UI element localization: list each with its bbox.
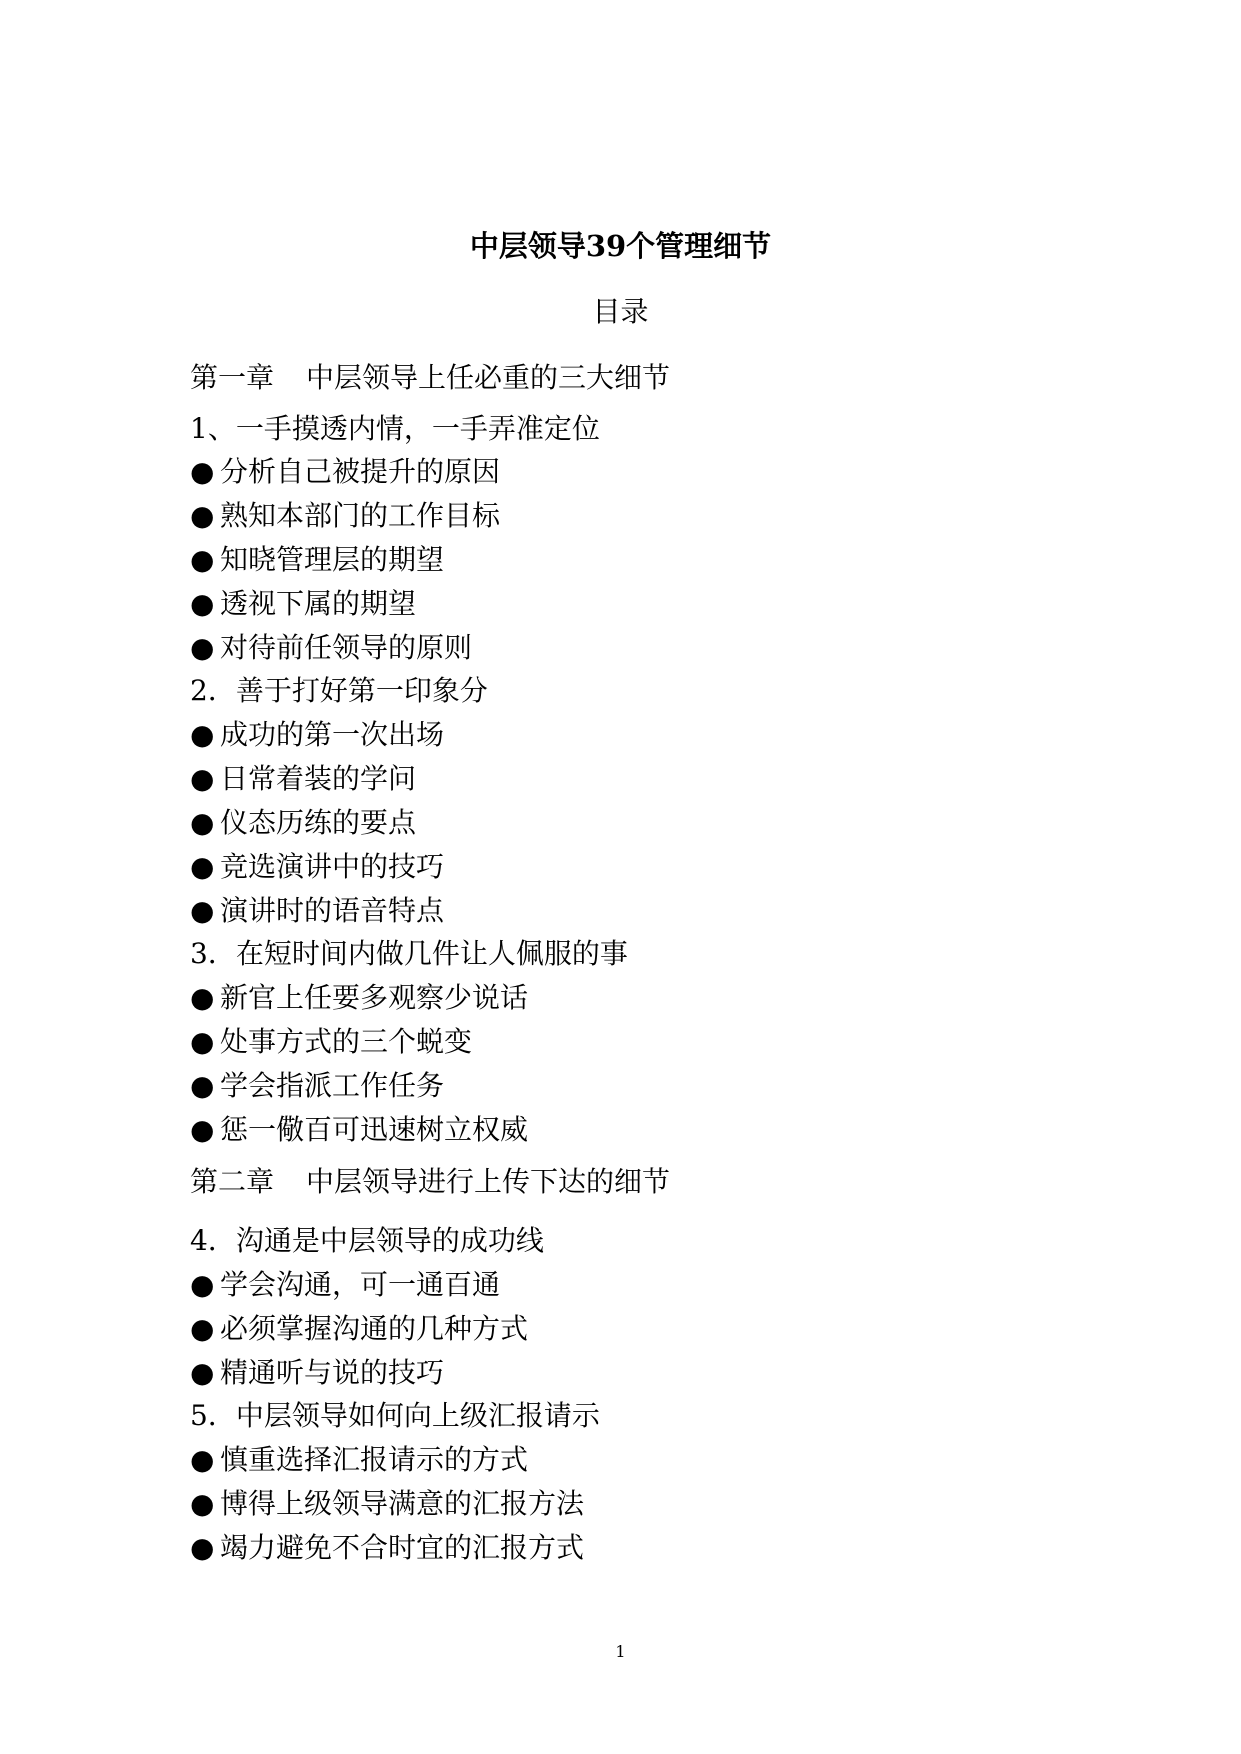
toc-item-label: 对待前任领导的原则	[220, 631, 473, 664]
bullet-icon: ●	[190, 718, 215, 751]
toc-item	[190, 628, 472, 668]
toc-item	[190, 1110, 528, 1150]
bullet-icon: ●	[190, 543, 215, 576]
toc-section-3: 3．在短时间内做几件让人佩服的事	[190, 937, 628, 970]
bullet-icon: ●	[190, 1268, 215, 1301]
bullet-icon: ●	[190, 1487, 215, 1520]
toc-item	[190, 759, 416, 799]
toc-item-label: 必须掌握沟通的几种方式	[220, 1312, 529, 1345]
bullet-icon: ●	[190, 1069, 215, 1102]
page-number: 1	[615, 1642, 626, 1661]
bullet-icon: ●	[190, 499, 215, 532]
bullet-icon: ●	[190, 1356, 215, 1389]
toc-item-label: 分析自己被提升的原因	[220, 455, 501, 488]
toc-item-label: 日常着装的学问	[220, 762, 417, 795]
chapter-title: 中层领导上任必重的三大细节	[306, 361, 671, 394]
bullet-icon: ●	[190, 1312, 215, 1345]
bullet-icon: ●	[190, 631, 215, 664]
toc-item	[190, 584, 416, 624]
toc-heading: 目录	[592, 295, 649, 328]
chapter-label: 第二章	[190, 1165, 275, 1198]
bullet-icon: ●	[190, 806, 215, 839]
toc-item	[190, 1066, 444, 1106]
toc-item	[190, 803, 416, 843]
toc-item-label: 学会指派工作任务	[220, 1069, 445, 1102]
toc-item	[190, 1353, 444, 1393]
bullet-icon: ●	[190, 587, 215, 620]
toc-item	[190, 978, 528, 1018]
toc-section-5: 5．中层领导如何向上级汇报请示	[190, 1399, 600, 1432]
toc-item-label: 慎重选择汇报请示的方式	[220, 1443, 529, 1476]
toc-item-label: 透视下属的期望	[220, 587, 417, 620]
toc-chapter-2	[190, 1162, 670, 1202]
toc-item	[190, 1484, 584, 1524]
toc-section-2: 2．善于打好第一印象分	[190, 674, 488, 707]
bullet-icon: ●	[190, 1531, 215, 1564]
bullet-icon: ●	[190, 1025, 215, 1058]
bullet-icon: ●	[190, 981, 215, 1014]
toc-item	[190, 847, 444, 887]
toc-section-4: 4．沟通是中层领导的成功线	[190, 1224, 544, 1257]
toc-chapter-1	[190, 358, 670, 398]
toc-item-label: 竭力避免不合时宜的汇报方式	[220, 1531, 585, 1564]
toc-item-label: 处事方式的三个蜕变	[220, 1025, 473, 1058]
toc-item-label: 博得上级领导满意的汇报方法	[220, 1487, 585, 1520]
document-title: 中层领导39个管理细节	[469, 229, 772, 263]
toc-item-label: 知晓管理层的期望	[220, 543, 445, 576]
bullet-icon: ●	[190, 762, 215, 795]
toc-item-label: 仪态历练的要点	[220, 806, 417, 839]
toc-item-label: 学会沟通，可一通百通	[220, 1268, 501, 1301]
toc-item-label: 演讲时的语音特点	[220, 894, 445, 927]
toc-item	[190, 496, 500, 536]
bullet-icon: ●	[190, 455, 215, 488]
chapter-label: 第一章	[190, 361, 275, 394]
toc-item	[190, 540, 444, 580]
toc-item-label: 竞选演讲中的技巧	[220, 850, 445, 883]
bullet-icon: ●	[190, 894, 215, 927]
toc-item	[190, 1309, 528, 1349]
toc-item-label: 熟知本部门的工作目标	[220, 499, 501, 532]
toc-item-label: 惩一儆百可迅速树立权威	[220, 1113, 529, 1146]
toc-item	[190, 715, 444, 755]
bullet-icon: ●	[190, 1113, 215, 1146]
toc-item	[190, 1440, 528, 1480]
bullet-icon: ●	[190, 850, 215, 883]
toc-item	[190, 891, 444, 931]
toc-item	[190, 1265, 500, 1305]
toc-item	[190, 1528, 584, 1568]
toc-item-label: 新官上任要多观察少说话	[220, 981, 529, 1014]
chapter-title: 中层领导进行上传下达的细节	[306, 1165, 671, 1198]
bullet-icon: ●	[190, 1443, 215, 1476]
toc-item-label: 精通听与说的技巧	[220, 1356, 445, 1389]
toc-item	[190, 452, 500, 492]
toc-item	[190, 1022, 472, 1062]
toc-section-1: 1、一手摸透内情，一手弄准定位	[190, 412, 600, 445]
toc-item-label: 成功的第一次出场	[220, 718, 445, 751]
